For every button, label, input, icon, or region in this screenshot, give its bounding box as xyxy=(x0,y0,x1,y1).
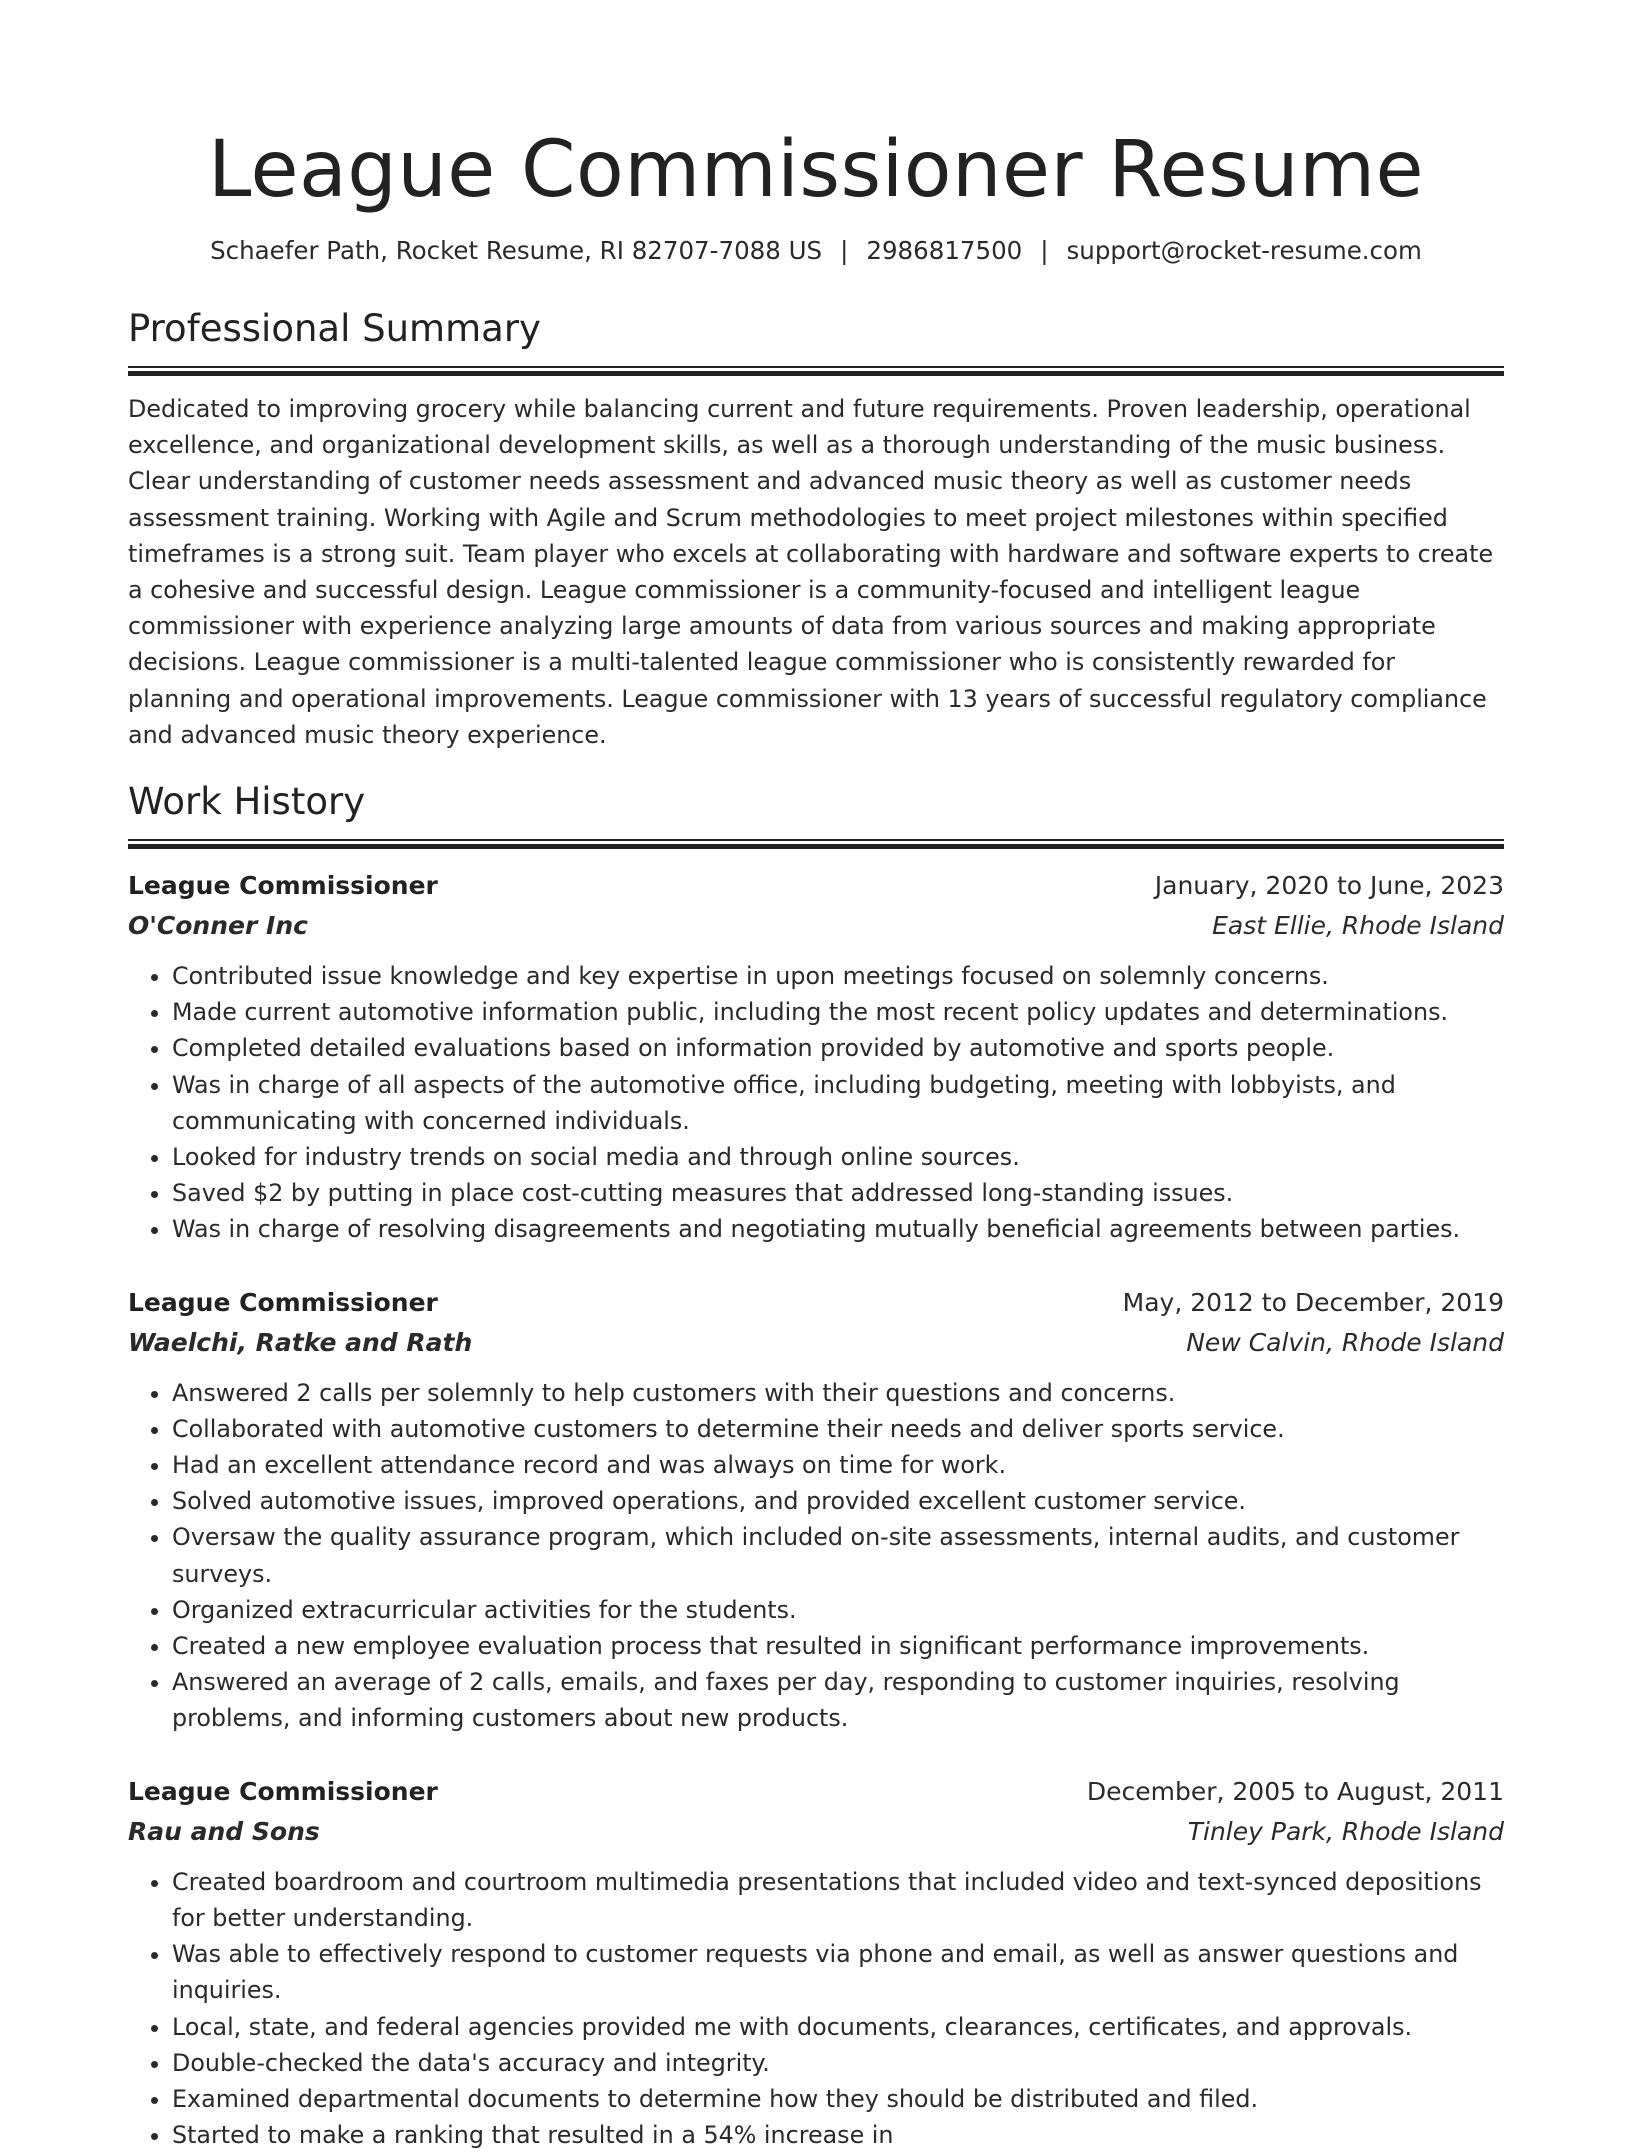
job-bullet: • Completed detailed evaluations based on information provided by automotive and sports people. xyxy=(172,1030,1504,1066)
job-bullet: • Oversaw the quality assurance program, which included on-site assessments, internal audits, and customer surveys. xyxy=(172,1519,1504,1591)
job-bullet: • Collaborated with automotive customers to determine their needs and deliver sports service. xyxy=(172,1411,1504,1447)
job-title: League Commissioner xyxy=(128,1776,438,1806)
job-dates: May, 2012 to December, 2019 xyxy=(1122,1287,1504,1317)
job-entry xyxy=(128,1772,1504,2153)
job-bullet: • Had an excellent attendance record and was always on time for work. xyxy=(172,1447,1504,1483)
contact-separator: | xyxy=(1040,236,1049,265)
job-header xyxy=(128,1772,1504,1812)
job-bullet: • Local, state, and federal agencies provided me with documents, clearances, certificates, and approvals. xyxy=(172,2009,1504,2045)
contact-email: support@rocket-resume.com xyxy=(1066,236,1422,265)
job-bullet: • Was in charge of all aspects of the automotive office, including budgeting, meeting with lobbyists, and communicating with concerned individuals. xyxy=(172,1067,1504,1139)
job-bullet: • Examined departmental documents to determine how they should be distributed and filed. xyxy=(172,2081,1504,2117)
job-entry xyxy=(128,1283,1504,1737)
job-location: Tinley Park, Rhode Island xyxy=(1187,1816,1504,1846)
job-title: League Commissioner xyxy=(128,871,438,901)
job-subheader xyxy=(128,1812,1504,1852)
job-bullet: • Was able to effectively respond to customer requests via phone and email, as well as answer questions and inquiries. xyxy=(172,1936,1504,2008)
job-header xyxy=(128,1283,1504,1323)
contact-info xyxy=(128,234,1504,268)
contact-address: Schaefer Path, Rocket Resume, RI 82707-7088 US xyxy=(210,236,823,265)
section-divider xyxy=(128,839,1504,849)
job-bullet: • Made current automotive information public, including the most recent policy updates and determinations. xyxy=(172,994,1504,1030)
job-company: Waelchi, Ratke and Rath xyxy=(128,1327,473,1357)
job-bullets xyxy=(128,958,1504,1248)
section-heading: Work History xyxy=(128,780,366,824)
resume-title: League Commissioner Resume xyxy=(207,125,1425,215)
job-bullet: • Started to make a ranking that resulted in a 54% increase in xyxy=(172,2117,1504,2153)
job-title: League Commissioner xyxy=(128,1287,438,1317)
section-divider xyxy=(128,366,1504,376)
job-bullet: • Solved automotive issues, improved operations, and provided excellent customer service. xyxy=(172,1483,1504,1519)
job-bullet: • Contributed issue knowledge and key expertise in upon meetings focused on solemnly concerns. xyxy=(172,958,1504,994)
professional-summary-section xyxy=(128,304,1504,753)
job-company: Rau and Sons xyxy=(128,1816,320,1846)
job-dates: December, 2005 to August, 2011 xyxy=(1086,1776,1504,1806)
job-company: O'Conner Inc xyxy=(128,911,308,941)
work-history-section xyxy=(128,777,1504,2153)
job-location: East Ellie, Rhode Island xyxy=(1212,911,1504,941)
job-subheader xyxy=(128,1323,1504,1363)
section-heading: Professional Summary xyxy=(128,307,541,350)
job-dates: January, 2020 to June, 2023 xyxy=(1154,871,1504,901)
contact-phone: 2986817500 xyxy=(866,236,1023,265)
job-bullet: • Was in charge of resolving disagreements and negotiating mutually beneficial agreements between parties. xyxy=(172,1211,1504,1247)
job-bullet: • Saved $2 by putting in place cost-cutting measures that addressed long-standing issues. xyxy=(172,1175,1504,1211)
job-location: New Calvin, Rhode Island xyxy=(1186,1327,1504,1357)
job-bullet: • Organized extracurricular activities for the students. xyxy=(172,1592,1504,1628)
job-subheader xyxy=(128,906,1504,946)
job-bullets xyxy=(128,1375,1504,1737)
job-bullet: • Answered 2 calls per solemnly to help customers with their questions and concerns. xyxy=(172,1375,1504,1411)
job-bullet: • Looked for industry trends on social media and through online sources. xyxy=(172,1139,1504,1175)
summary-text: Dedicated to improving grocery while balancing current and future requirements. Proven leadership, operational excellence, and organizational development skills, as well as a thorough understanding of the music business. Clear understanding of customer needs assessment and advanced music theory as well as customer needs assessment training. Working with Agile and Scrum methodologies to meet project milestones within specified timeframes is a strong suit. Team player who excels at collaborating with hardware and software experts to create a cohesive and successful design. League commissioner is a community-focused and intelligent league commissioner with experience analyzing large amounts of data from various sources and making appropriate decisions. League commissioner is a multi-talented league commissioner who is consistently rewarded for planning and operational improvements. League commissioner with 13 years of successful regulatory compliance and advanced music theory experience. xyxy=(128,395,1494,749)
job-bullets xyxy=(128,1864,1504,2153)
job-entry xyxy=(128,866,1504,1248)
contact-separator: | xyxy=(840,236,849,265)
job-bullet: • Double-checked the data's accuracy and integrity. xyxy=(172,2045,1504,2081)
job-bullet: • Answered an average of 2 calls, emails, and faxes per day, responding to customer inquiries, resolving problems, and informing customers about new products. xyxy=(172,1664,1504,1736)
job-bullet: • Created a new employee evaluation process that resulted in significant performance improvements. xyxy=(172,1628,1504,1664)
job-bullet: • Created boardroom and courtroom multimedia presentations that included video and text-synced depositions for better understanding. xyxy=(172,1864,1504,1936)
job-header xyxy=(128,866,1504,906)
resume-page xyxy=(128,0,1504,2150)
